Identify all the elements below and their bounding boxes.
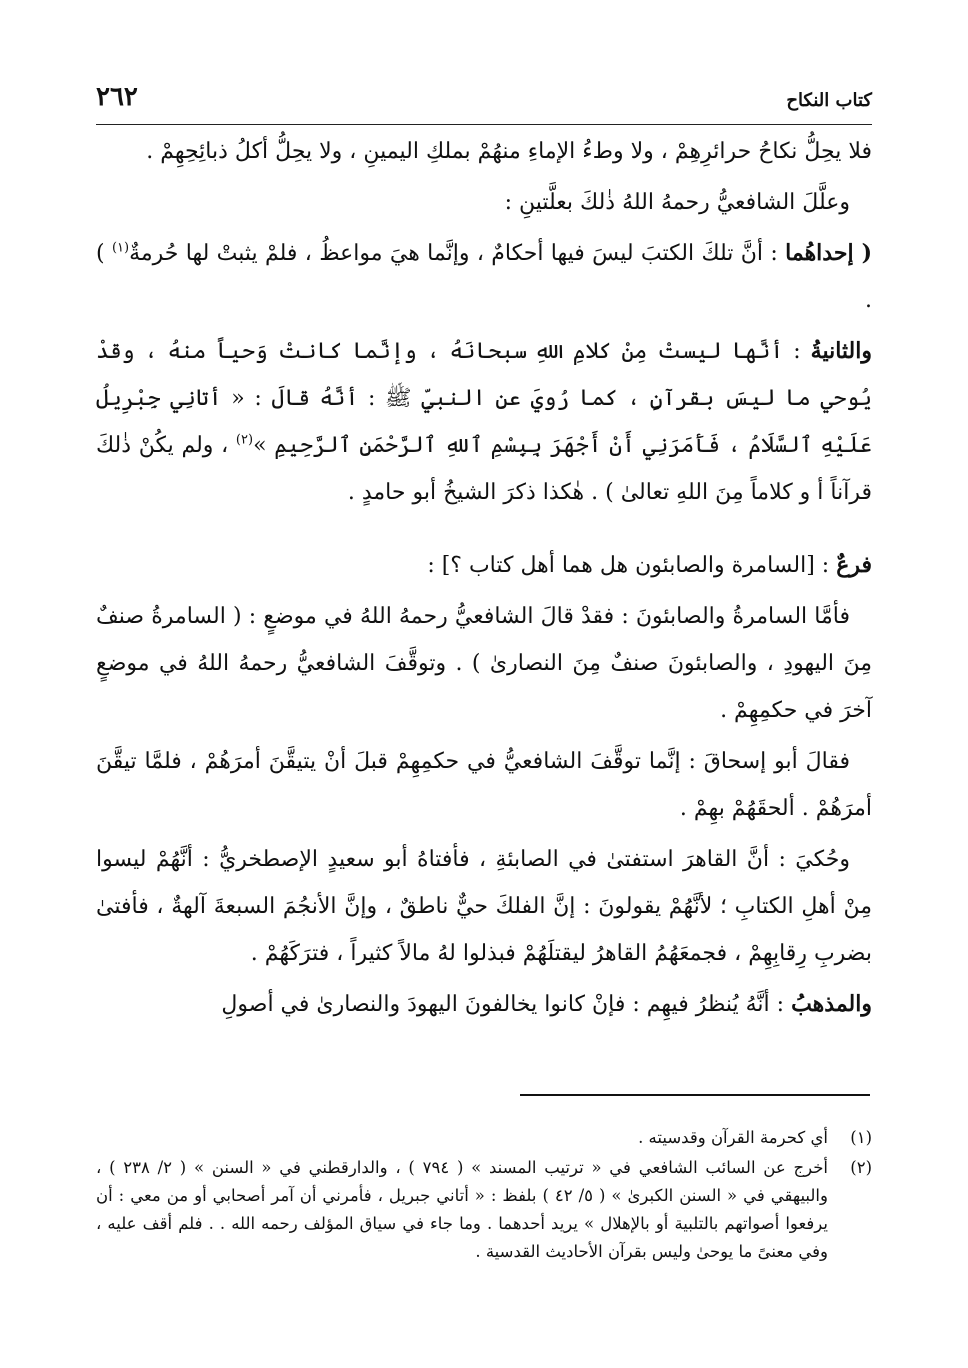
paragraph-tail: ) . bbox=[96, 241, 872, 313]
book-title: كتاب النكاح bbox=[786, 90, 872, 111]
paragraph-text: وعلَّلَ الشافعيُّ رحمهُ اللهُ ذٰلكَ بعلَّتينِ : bbox=[504, 190, 850, 215]
footnote-text: أي كحرمة القرآن وقدسيته . bbox=[638, 1128, 828, 1147]
footnote bbox=[96, 1154, 872, 1266]
section-heading-text: : [السامرة والصابئون هل هما أهل كتاب ؟] : bbox=[427, 553, 837, 578]
paragraph-text: وحُكيَ : أنَّ القاهرَ استفتىٰ في الصابئةِ ، فأفتاهُ أبو سعيدٍ الإصطخريُّ : أنَّهُمْ ليسوا مِنْ أهلِ الكتابِ ؛ لأنَّهُمْ يقولونَ : إنَّ الفلكَ حيٌّ ناطقٌ ، وإنَّ الأنجُمَ السبعةَ آلهةٌ ، فأفتىٰ بضربِ رِقابِهِمْ ، فجمعَهُمُ القاهرُ ليقتلَهُمْ فبذلوا لهُ مالاً كثيراً ، فترَكَهُمْ . bbox=[96, 847, 872, 966]
paragraph-text: فقالَ أبو إسحاقَ : إنَّما توقَّفَ الشافعيُّ في حكمِهِمْ قبلَ أنْ يتيقَّنَ أمرَهُمْ ، فلمَّا تيقَّنَ أمرَهُمْ . ألحقَهُمْ بهِمْ . bbox=[96, 749, 872, 821]
paragraph bbox=[96, 128, 872, 175]
paragraph-tail: ، ولم يكُنْ ذٰلكَ قرآناً أ و كلاماً مِنَ اللهِ تعالىٰ ) . هٰكذا ذكرَ الشيخُ أبو حامدٍ . bbox=[96, 433, 872, 505]
footnote-number: (٢) bbox=[850, 1158, 872, 1177]
paragraph bbox=[96, 328, 872, 516]
paragraph bbox=[96, 981, 872, 1028]
paragraph bbox=[96, 542, 872, 589]
paragraph-text: : أنَّ تلكَ الكتبَ ليسَ فيها أحكامٌ ، وإنَّما هيَ مواعظُ ، فلمْ يثبتْ لها حُرمةٌ bbox=[129, 241, 786, 266]
section-heading-term: فرعٌ bbox=[836, 552, 872, 578]
page-header bbox=[96, 76, 872, 125]
paragraph-text: : أنَّهُ يُنظرُ فيهِم : فإنْ كانوا يخالفونَ اليهودَ والنصارىٰ في أصولِ bbox=[221, 992, 792, 1017]
paragraph bbox=[96, 179, 872, 226]
footnote bbox=[96, 1124, 872, 1152]
main-text bbox=[96, 128, 872, 1032]
paragraph bbox=[96, 230, 872, 324]
footnotes bbox=[96, 1124, 872, 1268]
paragraph-term: والثانيةُ bbox=[810, 338, 872, 364]
paragraph bbox=[96, 738, 872, 832]
footnote-text: أخرج عن السائب الشافعي في « ترتيب المسند » ( ٧٩٤ ) ، والدارقطني في « السنن » ( ٢/ ٢٣٨ ) ، والبيهقي في « السنن الكبرىٰ » ( ٥/ ٤٢ ) بلفظ : « أتاني جبريل ، فأمرني أن آمر أصحابي أو من معي : أن يرفعوا أصواتهم بالتلبية أو بالإهلال » يريد أحدهما . وما جاء في سياق المؤلف رحمه الله . . فلم أقف عليه ، وفي معنىً ما يوحىٰ وليس بقرآن الأحاديث القدسية . bbox=[96, 1158, 828, 1261]
paragraph bbox=[96, 836, 872, 977]
paragraph bbox=[96, 593, 872, 734]
footnote-number: (١) bbox=[850, 1128, 872, 1147]
paragraph-text: فلا يحِلُّ نكاحُ حرائرِهِمْ ، ولا وطءُ الإماءِ منهُمْ بملكِ اليمينِ ، ولا يحِلُّ أكلُ ذبائِحِهِمْ . bbox=[146, 139, 872, 164]
footnote-ref: (٢) bbox=[235, 432, 254, 448]
paragraph-term: ( إحداهُما bbox=[785, 240, 872, 266]
footnote-divider bbox=[520, 1094, 870, 1096]
paragraph-text: : أنَّها ليستْ مِنْ كلامِ اللهِ سبحانَهُ ، وإنَّما كانتْ وَحياً منهُ ، وقدْ يُوحي ما ليسَ بقرآنٍ ، كما رُويَ عنِ النبيِّ ﷺ : أنَّهُ قالَ : « أتانِي جِبْرِيلُ عَلَيْهِ ٱلسَّلَامُ ، فَأَمَرَنِي أَنْ أَجْهَرَ بِبِسْمِ ٱللهِ ٱلرَّحْمَنِ ٱلرَّحِيمِ » bbox=[96, 339, 872, 458]
page-number: ٢٦٢ bbox=[96, 82, 138, 112]
footnote-ref: (١) bbox=[111, 240, 130, 256]
paragraph-text: فأمَّا السامرةُ والصابئونَ : فقدْ قالَ الشافعيُّ رحمهُ اللهُ في موضعٍ : ( السامرةُ صنفٌ مِنَ اليهودِ ، والصابئونَ صنفٌ مِنَ النصارىٰ ) . وتوقَّفَ الشافعيُّ رحمهُ اللهُ في موضعٍ آخرَ في حكمِهِمْ . bbox=[96, 604, 872, 723]
paragraph-term: والمذهبُ bbox=[791, 991, 872, 1017]
